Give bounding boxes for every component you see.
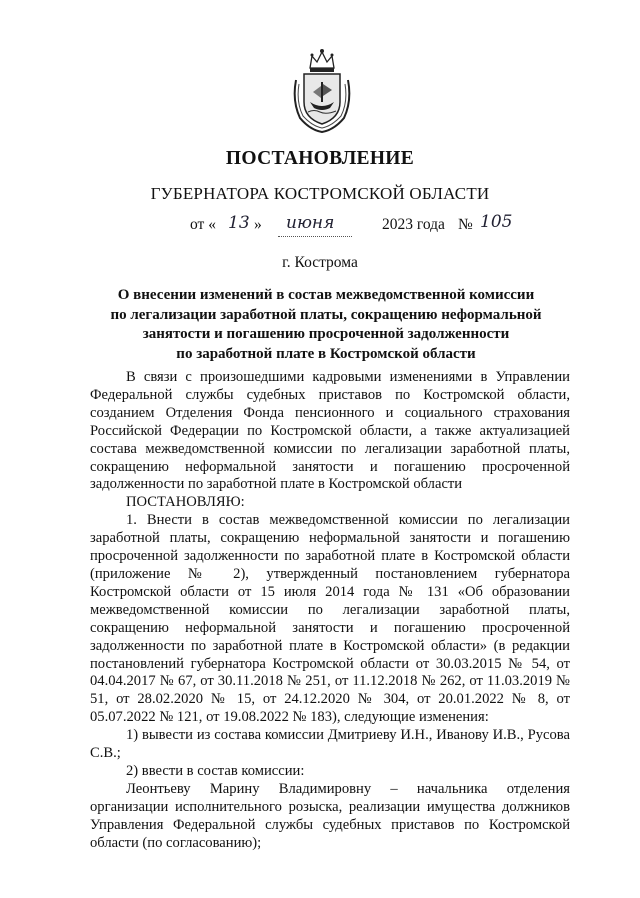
date-year: 2023 года <box>382 216 445 233</box>
document-body <box>90 369 570 852</box>
date-month: июня <box>286 213 335 233</box>
coat-of-arms-icon <box>290 46 354 136</box>
dateline <box>190 212 520 244</box>
intro-paragraph: В связи с произошедшими кадровыми изменениями в Управлении Федеральной службы судебных приставов по Костромской области, созданием Отделения Фонда пенсионного и социального страхования Российской Федерации по Костромской области, а также актуализацией состава межведомственной комиссии по легализации заработной платы, сокращению неформальной занятости и погашению просроченной задолженности по заработной плате в Костромской области <box>90 369 570 493</box>
number-label: № <box>458 216 473 233</box>
heading-line: занятости и погашению просроченной задолженности <box>142 326 510 343</box>
heading-line: по заработной плате в Костромской области <box>176 345 476 362</box>
decree-word: ПОСТАНОВЛЯЮ: <box>126 494 245 511</box>
date-day: 13 <box>228 213 250 233</box>
heading-line: по легализации заработной платы, сокращению неформальной <box>110 306 542 323</box>
document-title: ПОСТАНОВЛЕНИЕ <box>225 148 415 169</box>
date-mid: » <box>254 216 262 233</box>
subitem-1-paragraph: 1) вывести из состава комиссии Дмитриеву И.Н., Иванову И.В., Русова С.В.; <box>90 727 570 762</box>
subitem-2-paragraph: 2) ввести в состав комиссии: <box>126 762 305 779</box>
city: г. Кострома <box>282 254 358 271</box>
document-number: 105 <box>480 212 513 232</box>
new-member-paragraph: Леонтьеву Марину Владимировну – начальника отделения организации исполнительного розыска, реализации имущества должников Управления Федеральной службы судебных приставов по Костромской области (по согласованию); <box>90 780 570 851</box>
month-underline <box>278 236 352 237</box>
document-heading <box>100 286 552 364</box>
heading-line: О внесении изменений в состав межведомственной комиссии <box>117 287 535 303</box>
date-prefix: от « <box>190 216 216 233</box>
issuer-line: ГУБЕРНАТОРА КОСТРОМСКОЙ ОБЛАСТИ <box>150 184 490 203</box>
item-1-paragraph: 1. Внести в состав межведомственной комиссии по легализации заработной платы, сокращению неформальной занятости и погашению просроченной задолженности по заработной плате в Костромской области (приложение № 2), утвержденный постановлением губернатора Костромской области от 15 июля 2014 года № 131 «Об образовании межведомственной комиссии по легализации заработной платы, сокращению неформальной занятости и погашению просроченной задолженности по заработной плате в Костромской области» (в редакции постановлений губернатора Костромской области от 30.03.2015 № 54, от 04.04.2017 № 67, от 30.11.2018 № 251, от 11.12.2018 № 262, от 11.03.2019 № 51, от 28.02.2020 № 15, от 24.12.2020 № 304, от 20.01.2022 № 8, от 05.07.2022 № 121, от 19.08.2022 № 183), следующие изменения: <box>90 512 570 726</box>
